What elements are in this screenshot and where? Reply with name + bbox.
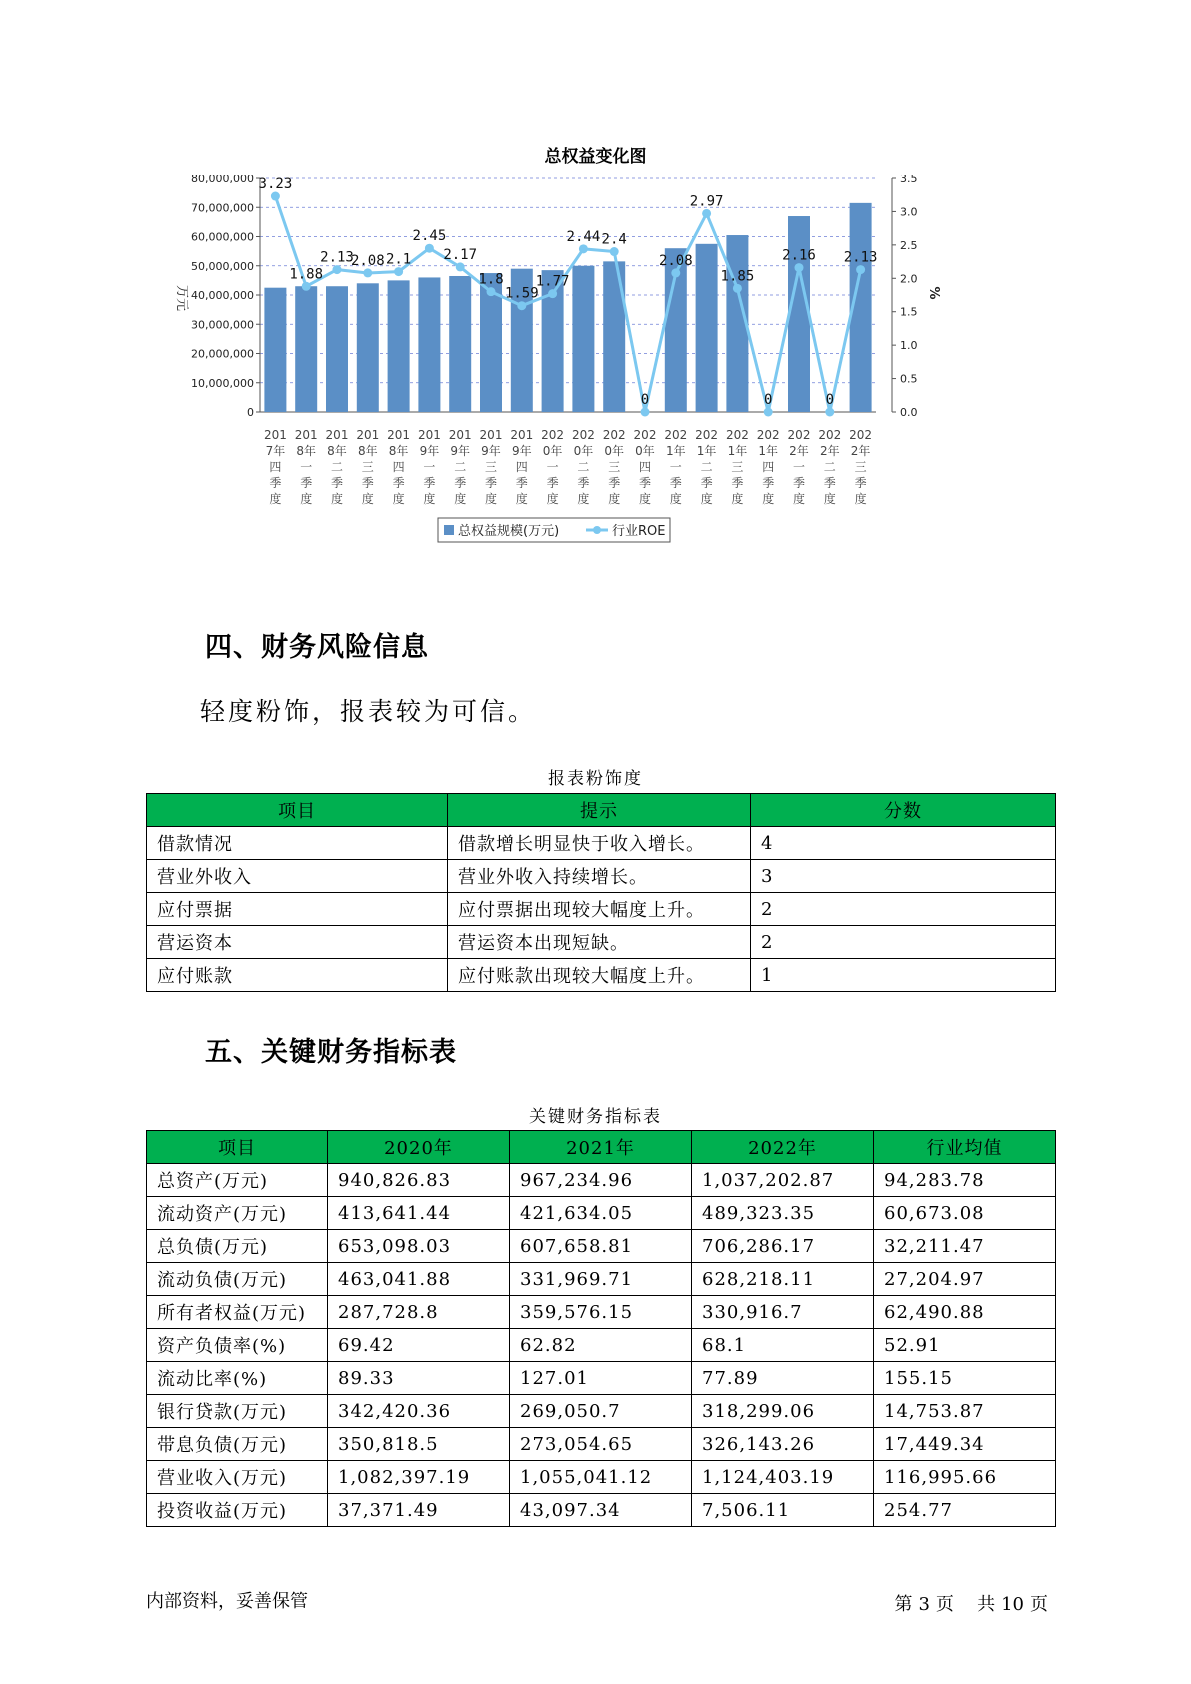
table-cell: 489,323.35 (692, 1197, 874, 1230)
roe-point (825, 408, 834, 417)
legend-bar-label: 总权益规模(万元) (458, 524, 560, 539)
table-cell: 269,050.7 (510, 1395, 692, 1428)
x-tick-label: 201 (479, 428, 503, 442)
x-tick-label: 9年 (419, 444, 440, 458)
page-indicator (891, 1590, 1051, 1616)
x-tick-label: 201 (263, 428, 287, 442)
x-tick-label: 0年 (573, 444, 594, 458)
y-right-tick-label: 1.5 (900, 305, 918, 319)
table-cell: 967,234.96 (510, 1164, 692, 1197)
x-tick-label: 季 (823, 476, 836, 490)
table-cell: 2 (751, 926, 1056, 959)
x-tick-label: 二 (700, 460, 713, 474)
x-tick-label: 季 (515, 476, 528, 490)
table-cell: 331,969.71 (510, 1263, 692, 1296)
table-cell: 应付账款 (147, 959, 448, 992)
roe-data-label: 3.23 (258, 176, 293, 193)
roe-point (641, 408, 650, 417)
table-cell: 318,299.06 (692, 1395, 874, 1428)
y-left-tick-label: 60,000,000 (191, 230, 254, 244)
x-tick-label: 季 (423, 476, 436, 490)
x-tick-label: 度 (300, 492, 313, 506)
x-tick-label: 一 (792, 460, 806, 474)
section5-heading: 五、关键财务指标表 (205, 1037, 457, 1068)
table-cell: 254.77 (874, 1494, 1056, 1527)
y-right-axis-label: % (926, 286, 941, 300)
header-cell: 提示 (448, 794, 751, 827)
roe-data-label: 2.1 (385, 251, 412, 268)
table-cell: 借款情况 (147, 827, 448, 860)
roe-point (302, 282, 311, 291)
y-right-tick-label: 3.0 (900, 205, 918, 219)
page-unit: 页 (935, 1594, 954, 1615)
table-cell: 52.91 (874, 1329, 1056, 1362)
table-cell: 326,143.26 (692, 1428, 874, 1461)
table-cell: 营业收入(万元) (147, 1461, 328, 1494)
table-cell: 应付票据 (147, 893, 448, 926)
table-cell: 3 (751, 860, 1056, 893)
x-tick-label: 一 (669, 460, 682, 474)
x-tick-label: 度 (608, 492, 621, 506)
header-cell: 项目 (147, 1131, 328, 1164)
x-tick-label: 度 (330, 492, 344, 506)
x-tick-label: 度 (638, 492, 652, 506)
x-tick-label: 季 (392, 476, 405, 490)
table-cell: 127.01 (510, 1362, 692, 1395)
x-tick-label: 1年 (696, 444, 717, 458)
x-tick-label: 三 (608, 460, 621, 474)
table-cell: 62,490.88 (874, 1296, 1056, 1329)
table-cell: 27,204.97 (874, 1263, 1056, 1296)
roe-data-label: 1.77 (535, 273, 570, 290)
table-cell: 所有者权益(万元) (147, 1296, 328, 1329)
x-tick-label: 7年 (265, 444, 286, 458)
table-row (147, 860, 1056, 893)
roe-data-label: 1.88 (289, 266, 324, 283)
x-tick-label: 1年 (758, 444, 779, 458)
x-tick-label: 8年 (357, 444, 378, 458)
x-tick-label: 季 (854, 476, 867, 490)
table-row (147, 1296, 1056, 1329)
x-tick-label: 季 (484, 476, 498, 490)
table-cell: 68.1 (692, 1329, 874, 1362)
roe-point (764, 408, 773, 417)
x-tick-label: 1年 (727, 444, 748, 458)
y-right-tick-label: 0.5 (900, 372, 918, 386)
table-cell: 706,286.17 (692, 1230, 874, 1263)
table-cell: 1,082,397.19 (328, 1461, 510, 1494)
roe-point (733, 284, 742, 293)
y-left-tick-label: 80,000,000 (191, 175, 254, 185)
table-cell: 应付票据出现较大幅度上升。 (448, 893, 751, 926)
table-cell: 1,037,202.87 (692, 1164, 874, 1197)
x-tick-label: 一 (546, 460, 559, 474)
roe-point (548, 289, 557, 298)
table-cell: 流动比率(%) (147, 1362, 328, 1395)
x-tick-label: 8年 (296, 444, 317, 458)
x-tick-label: 季 (546, 476, 559, 490)
x-tick-label: 度 (823, 492, 836, 506)
table-row (147, 1461, 1056, 1494)
x-tick-label: 202 (818, 428, 842, 442)
roe-point (394, 267, 403, 276)
section4-heading: 四、财务风险信息 (205, 632, 429, 663)
x-tick-label: 季 (454, 476, 467, 490)
x-tick-label: 季 (269, 476, 282, 490)
x-tick-label: 四 (269, 460, 282, 474)
table-cell: 94,283.78 (874, 1164, 1056, 1197)
roe-data-label: 0 (640, 392, 650, 408)
roe-point (487, 287, 496, 296)
x-tick-label: 202 (571, 428, 595, 442)
roe-data-label: 2.4 (601, 231, 627, 248)
x-tick-label: 201 (356, 428, 380, 442)
table-row (147, 1197, 1056, 1230)
table-row (147, 893, 1056, 926)
x-tick-label: 季 (731, 476, 744, 490)
table-cell: 14,753.87 (874, 1395, 1056, 1428)
table-cell: 607,658.81 (510, 1230, 692, 1263)
x-tick-label: 202 (633, 428, 657, 442)
x-tick-label: 1年 (665, 444, 686, 458)
bar (326, 286, 348, 412)
y-left-tick-label: 0 (247, 406, 254, 419)
table-cell: 流动资产(万元) (147, 1197, 328, 1230)
bar (295, 286, 317, 412)
equity-chart (170, 175, 990, 590)
table-cell: 463,041.88 (328, 1263, 510, 1296)
x-tick-label: 四 (392, 460, 405, 474)
x-tick-label: 度 (762, 492, 775, 506)
table-cell: 359,576.15 (510, 1296, 692, 1329)
roe-data-label: 2.08 (350, 252, 385, 269)
header-cell: 2022年 (692, 1131, 874, 1164)
table2-caption: 关键财务指标表 (529, 1107, 662, 1127)
table-row (147, 1362, 1056, 1395)
bar (388, 280, 410, 412)
bar (572, 266, 594, 412)
table-cell: 69.42 (328, 1329, 510, 1362)
roe-data-label: 2.13 (843, 249, 878, 266)
table-cell: 940,826.83 (328, 1164, 510, 1197)
table-cell: 营业外收入持续增长。 (448, 860, 751, 893)
x-tick-label: 一 (423, 460, 436, 474)
x-tick-label: 季 (638, 476, 652, 490)
table-row (147, 1428, 1056, 1461)
bar (418, 277, 440, 412)
roe-data-label: 0 (825, 392, 835, 408)
key-indicators-table (146, 1130, 1056, 1527)
roe-data-label: 2.44 (566, 228, 601, 245)
x-tick-label: 季 (608, 476, 621, 490)
legend-line-marker (593, 526, 601, 534)
x-tick-label: 201 (510, 428, 534, 442)
x-tick-label: 度 (423, 492, 436, 506)
x-tick-label: 2年 (789, 444, 809, 458)
table-cell: 1,055,041.12 (510, 1461, 692, 1494)
x-tick-label: 0年 (542, 444, 563, 458)
header-cell: 行业均值 (874, 1131, 1056, 1164)
table-cell: 1 (751, 959, 1056, 992)
roe-data-label: 2.08 (658, 252, 693, 269)
table-cell: 350,818.5 (328, 1428, 510, 1461)
table-cell: 155.15 (874, 1362, 1056, 1395)
roe-point (856, 265, 865, 274)
table-cell: 资产负债率(%) (147, 1329, 328, 1362)
header-cell: 2021年 (510, 1131, 692, 1164)
bar (449, 276, 471, 412)
table-cell: 62.82 (510, 1329, 692, 1362)
x-tick-label: 202 (849, 428, 873, 442)
table-cell: 带息负债(万元) (147, 1428, 328, 1461)
table-cell: 营运资本 (147, 926, 448, 959)
table-cell: 287,728.8 (328, 1296, 510, 1329)
x-tick-label: 二 (454, 460, 467, 474)
bar (357, 283, 379, 412)
y-right-tick-label: 2.5 (900, 238, 918, 252)
x-tick-label: 季 (330, 476, 344, 490)
x-tick-label: 度 (392, 492, 405, 506)
table-row (147, 827, 1056, 860)
x-tick-label: 202 (787, 428, 811, 442)
table-row (147, 926, 1056, 959)
x-tick-label: 季 (700, 476, 713, 490)
roe-data-label: 2.16 (782, 247, 816, 264)
table-cell: 653,098.03 (328, 1230, 510, 1263)
chart-title: 总权益变化图 (544, 147, 647, 167)
x-tick-label: 202 (695, 428, 719, 442)
x-tick-label: 8年 (327, 444, 347, 458)
x-tick-label: 二 (330, 460, 344, 474)
table-cell: 116,995.66 (874, 1461, 1056, 1494)
x-tick-label: 二 (577, 460, 590, 474)
roe-data-label: 2.17 (443, 246, 478, 263)
table-row (147, 959, 1056, 992)
table-row (147, 1230, 1056, 1263)
x-tick-label: 201 (387, 428, 411, 442)
header-cell: 分数 (751, 794, 1056, 827)
bar (696, 244, 718, 412)
legend-line-label: 行业ROE (612, 524, 666, 539)
total-prefix: 共 (977, 1594, 996, 1615)
table-cell: 628,218.11 (692, 1263, 874, 1296)
x-tick-label: 季 (300, 476, 313, 490)
roe-point (795, 263, 804, 272)
x-tick-label: 202 (602, 428, 626, 442)
roe-data-label: 1.8 (478, 271, 504, 288)
x-tick-label: 四 (638, 460, 652, 474)
bar (264, 288, 286, 412)
x-tick-label: 四 (515, 460, 528, 474)
x-tick-label: 度 (454, 492, 467, 506)
x-tick-label: 9年 (511, 444, 532, 458)
table-cell: 413,641.44 (328, 1197, 510, 1230)
table1-caption: 报表粉饰度 (548, 769, 643, 789)
table-cell: 32,211.47 (874, 1230, 1056, 1263)
roe-data-label: 2.45 (412, 228, 447, 245)
roe-point (425, 244, 434, 253)
x-tick-label: 201 (294, 428, 318, 442)
page-prefix: 第 (894, 1594, 913, 1615)
x-tick-label: 度 (269, 492, 282, 506)
y-left-tick-label: 20,000,000 (191, 347, 254, 361)
total-pages: 10 (1001, 1594, 1024, 1615)
x-tick-label: 202 (756, 428, 780, 442)
x-tick-label: 季 (669, 476, 682, 490)
risk-summary: 轻度粉饰，报表较为可信。 (200, 697, 537, 726)
x-tick-label: 2年 (819, 444, 840, 458)
table-cell: 60,673.08 (874, 1197, 1056, 1230)
y-left-tick-label: 50,000,000 (191, 259, 254, 273)
page-number: 3 (918, 1594, 930, 1615)
y-left-tick-label: 30,000,000 (191, 318, 254, 332)
x-tick-label: 度 (700, 492, 713, 506)
table-header-row (147, 1131, 1056, 1164)
x-tick-label: 0年 (635, 444, 655, 458)
x-tick-label: 度 (361, 492, 374, 506)
x-tick-label: 度 (546, 492, 559, 506)
table-row (147, 1329, 1056, 1362)
table-cell: 借款增长明显快于收入增长。 (448, 827, 751, 860)
x-tick-label: 四 (762, 460, 775, 474)
y-left-tick-label: 40,000,000 (191, 289, 254, 302)
table-cell: 银行贷款(万元) (147, 1395, 328, 1428)
x-tick-label: 201 (417, 428, 441, 442)
table-cell: 43,097.34 (510, 1494, 692, 1527)
roe-data-label: 2.97 (689, 193, 724, 210)
x-tick-label: 度 (515, 492, 528, 506)
roe-point (579, 244, 588, 253)
table-row (147, 1395, 1056, 1428)
x-tick-label: 8年 (388, 444, 409, 458)
x-tick-label: 9年 (450, 444, 471, 458)
table-cell: 89.33 (328, 1362, 510, 1395)
table-cell: 营业外收入 (147, 860, 448, 893)
table-cell: 1,124,403.19 (692, 1461, 874, 1494)
table-cell: 总负债(万元) (147, 1230, 328, 1263)
x-tick-label: 202 (664, 428, 688, 442)
x-tick-label: 202 (725, 428, 749, 442)
x-tick-label: 季 (762, 476, 775, 490)
roe-point (271, 192, 280, 201)
table-row (147, 1494, 1056, 1527)
x-tick-label: 度 (577, 492, 590, 506)
roe-point (517, 301, 526, 310)
table-cell: 330,916.7 (692, 1296, 874, 1329)
bar (788, 216, 810, 412)
header-cell: 项目 (147, 794, 448, 827)
roe-point (671, 268, 680, 277)
header-cell: 2020年 (328, 1131, 510, 1164)
x-tick-label: 2年 (850, 444, 871, 458)
table-header-row (147, 794, 1056, 827)
x-tick-label: 度 (792, 492, 806, 506)
x-tick-label: 0年 (604, 444, 625, 458)
x-tick-label: 度 (484, 492, 498, 506)
table-cell: 77.89 (692, 1362, 874, 1395)
x-tick-label: 三 (854, 460, 867, 474)
x-tick-label: 度 (854, 492, 867, 506)
x-tick-label: 三 (484, 460, 498, 474)
table-cell: 273,054.65 (510, 1428, 692, 1461)
x-tick-label: 二 (823, 460, 836, 474)
y-left-tick-label: 10,000,000 (191, 376, 254, 390)
table-cell: 投资收益(万元) (147, 1494, 328, 1527)
table-row (147, 1263, 1056, 1296)
x-tick-label: 季 (361, 476, 374, 490)
table-cell: 2 (751, 893, 1056, 926)
x-tick-label: 度 (731, 492, 744, 506)
x-tick-label: 9年 (481, 444, 501, 458)
roe-point (702, 209, 711, 218)
y-right-tick-label: 1.0 (900, 339, 918, 353)
table-cell: 421,634.05 (510, 1197, 692, 1230)
x-tick-label: 度 (669, 492, 682, 506)
y-left-tick-label: 70,000,000 (191, 201, 254, 215)
y-right-tick-label: 3.5 (900, 175, 918, 185)
table-cell: 4 (751, 827, 1056, 860)
y-right-tick-label: 2.0 (900, 272, 918, 286)
roe-data-label: 1.85 (720, 268, 755, 285)
roe-data-label: 0 (763, 392, 773, 408)
table-cell: 应付账款出现较大幅度上升。 (448, 959, 751, 992)
whitewash-table (146, 793, 1056, 992)
roe-point (333, 265, 342, 274)
x-tick-label: 三 (731, 460, 744, 474)
x-tick-label: 201 (448, 428, 472, 442)
table-cell: 流动负债(万元) (147, 1263, 328, 1296)
table-cell: 7,506.11 (692, 1494, 874, 1527)
x-tick-label: 三 (361, 460, 374, 474)
legend-bar-swatch (444, 525, 454, 535)
total-unit: 页 (1030, 1594, 1048, 1615)
table-cell: 总资产(万元) (147, 1164, 328, 1197)
footer-confidential: 内部资料，妥善保管 (146, 1591, 308, 1612)
roe-data-label: 2.13 (320, 249, 354, 266)
table-cell: 342,420.36 (328, 1395, 510, 1428)
x-tick-label: 季 (577, 476, 590, 490)
roe-data-label: 1.59 (504, 285, 539, 302)
table-cell: 营运资本出现短缺。 (448, 926, 751, 959)
roe-point (456, 262, 465, 271)
y-left-axis-label: 万元 (174, 284, 189, 312)
roe-point (610, 247, 619, 256)
table-row (147, 1164, 1056, 1197)
x-tick-label: 202 (541, 428, 565, 442)
y-right-tick-label: 0.0 (900, 406, 918, 419)
x-tick-label: 201 (325, 428, 349, 442)
roe-point (363, 268, 372, 277)
x-tick-label: 一 (300, 460, 313, 474)
table-cell: 37,371.49 (328, 1494, 510, 1527)
x-tick-label: 季 (792, 476, 806, 490)
table-cell: 17,449.34 (874, 1428, 1056, 1461)
